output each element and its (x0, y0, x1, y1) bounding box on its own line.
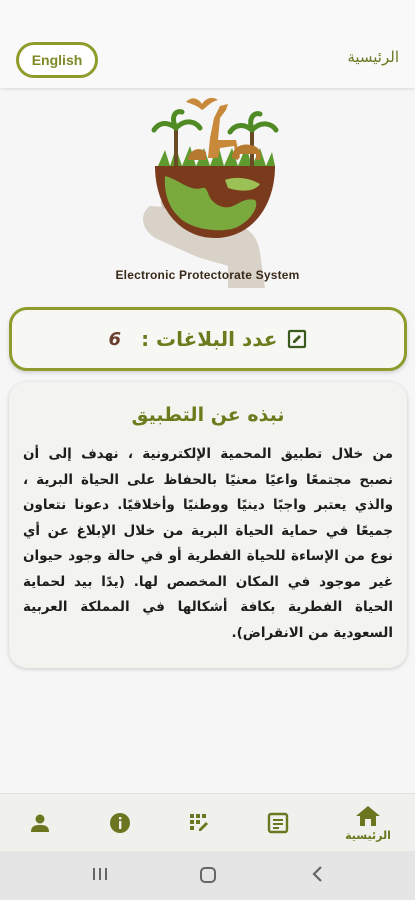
nav-item-profile[interactable] (10, 794, 70, 852)
back-icon[interactable] (310, 865, 324, 883)
language-toggle-button[interactable]: English (16, 42, 98, 78)
about-body: من خلال تطبيق المحمية الإلكترونية ، نهدف إلى أن نصبح مجتمعًا واعيًا معنيًا بالحفاظ على الحياة البرية ، والذي يعتبر واجبًا دينيًا ووطنيًا وأخلاقيًا. دعونا نتعاون جميعًا في حماية الحياة البرية من خلال الإبلاغ عن أي نوع من الإساءة للحياة الفطرية أو في حالة وجود حيوان غير موجود في المكان المخصص لها. (يدًا بيد لحماية الحياة الفطرية بكافة أشكالها في المملكة العربية السعودية من الانقراض). (23, 446, 393, 641)
system-navigation-bar (0, 851, 415, 900)
logo-caption: Electronic Protectorate System (115, 268, 300, 282)
edit-square-icon (287, 329, 307, 349)
nav-item-home[interactable] (338, 794, 398, 852)
article-icon (267, 812, 289, 834)
bottom-navigation (0, 793, 415, 851)
nav-item-grid[interactable] (169, 794, 229, 852)
grid-edit-icon (188, 812, 210, 834)
reports-count-card[interactable] (9, 307, 407, 371)
about-card (9, 382, 407, 668)
info-icon (109, 812, 131, 834)
nav-item-reports[interactable] (248, 794, 308, 852)
nav-item-home-label: الرئيسية (345, 828, 391, 842)
home-icon (355, 805, 381, 827)
home-circle-icon[interactable] (198, 865, 218, 885)
page-title: الرئيسية (347, 48, 399, 66)
nav-item-info[interactable] (90, 794, 150, 852)
app-header (0, 0, 415, 88)
reports-count-label: عدد البلاغات : (141, 327, 278, 351)
app-logo (110, 88, 310, 288)
recents-icon[interactable] (91, 865, 109, 883)
reports-count-value: 6 (108, 328, 122, 350)
about-title: نبذه عن التطبيق (131, 404, 285, 426)
person-icon (30, 813, 50, 833)
